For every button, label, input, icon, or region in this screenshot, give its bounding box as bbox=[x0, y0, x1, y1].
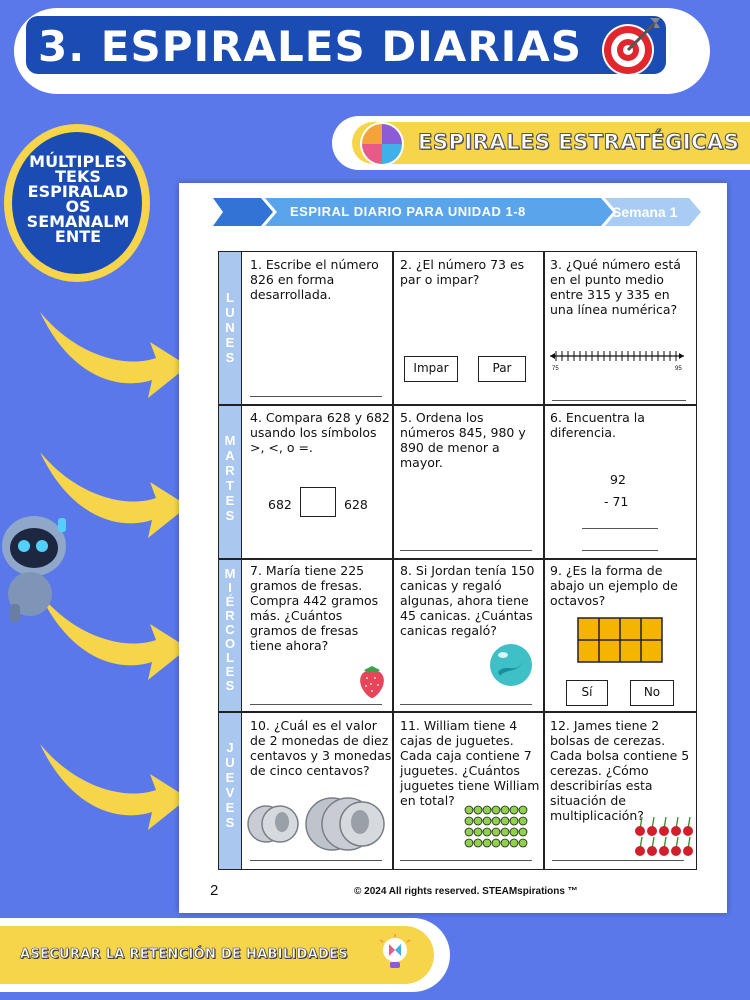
grid-col-divider bbox=[543, 252, 545, 869]
answer-line[interactable] bbox=[400, 860, 532, 861]
answer-line[interactable] bbox=[250, 396, 382, 397]
day-column-lunes bbox=[219, 252, 242, 404]
copyright-text: © 2024 All rights reserved. STEAMspirations ™ bbox=[354, 886, 578, 897]
question-1: 1. Escribe el número 826 en forma desarrollada. bbox=[250, 257, 379, 302]
worksheet-header: ESPIRAL DIARIO PARA UNIDAD 1-8 bbox=[290, 204, 526, 219]
robot-icon bbox=[0, 506, 70, 626]
marble-icon bbox=[488, 642, 534, 688]
subtraction-top: 92 bbox=[610, 472, 626, 487]
day-label: L U N E S bbox=[225, 290, 235, 365]
page-number: 2 bbox=[210, 882, 219, 899]
question-10: 10. ¿Cuál es el valor de 2 monedas de diez centavos y 3 monedas de cinco centavos? bbox=[250, 718, 392, 778]
coins-icon bbox=[246, 794, 386, 854]
number-line bbox=[548, 348, 688, 368]
answer-line[interactable] bbox=[582, 528, 658, 529]
number-line-start: 75 bbox=[552, 366, 559, 372]
answer-line[interactable] bbox=[552, 400, 686, 401]
answer-line[interactable] bbox=[250, 860, 382, 861]
cherries-icon bbox=[634, 815, 696, 859]
strawberry-icon bbox=[356, 664, 388, 700]
strategy-banner-text: ESPIRALES ESTRATÉGICAS bbox=[418, 130, 740, 154]
question-4: 4. Compara 628 y 682 usando los símbolos >, <, o =. bbox=[250, 410, 390, 455]
strategy-icon bbox=[358, 120, 406, 168]
grid-row-divider bbox=[219, 404, 696, 406]
even-option-button[interactable]: Par bbox=[478, 356, 526, 382]
target-icon bbox=[598, 14, 664, 80]
arrow-icon bbox=[38, 308, 190, 400]
grid-col-divider bbox=[392, 252, 394, 869]
grid-row-divider bbox=[219, 711, 696, 713]
question-9: 9. ¿Es la forma de abajo un ejemplo de octavos? bbox=[550, 563, 678, 608]
question-5: 5. Ordena los números 845, 980 y 890 de menor a mayor. bbox=[400, 410, 526, 470]
page-title: 3. ESPIRALES DIARIAS bbox=[38, 22, 583, 71]
arrow-icon bbox=[38, 740, 190, 832]
compare-answer-box[interactable] bbox=[300, 487, 336, 517]
subtraction-bottom: - 71 bbox=[604, 494, 629, 509]
toys-array-icon bbox=[464, 805, 534, 855]
answer-line[interactable] bbox=[552, 860, 684, 861]
question-8: 8. Si Jordan tenía 150 canicas y regaló algunas, ahora tiene 45 canicas. ¿Cuántas canicas regaló? bbox=[400, 563, 535, 638]
compare-right: 628 bbox=[344, 497, 368, 512]
day-label: M A R T E S bbox=[224, 433, 236, 523]
badge-text: MÚLTIPLES TEKS ESPIRALAD OS SEMANALM ENTE bbox=[26, 152, 130, 246]
question-2: 2. ¿El número 73 es par o impar? bbox=[400, 257, 525, 287]
question-3: 3. ¿Qué número está en el punto medio entre 315 y 335 en una línea numérica? bbox=[550, 257, 681, 317]
question-6: 6. Encuentra la diferencia. bbox=[550, 410, 645, 440]
question-7: 7. María tiene 225 gramos de fresas. Compra 442 gramos más. ¿Cuántos gramos de fresas tiene ahora? bbox=[250, 563, 379, 653]
question-11: 11. William tiene 4 cajas de juguetes. Cada caja contiene 7 juguetes. ¿Cuántos juguetes tiene William en total? bbox=[400, 718, 540, 808]
day-column-jueves bbox=[219, 712, 242, 869]
yes-option-button[interactable]: Sí bbox=[566, 680, 608, 706]
day-column-miercoles bbox=[219, 559, 242, 711]
lightbulb-icon bbox=[376, 934, 414, 974]
number-line-end: 95 bbox=[675, 366, 682, 372]
answer-line[interactable] bbox=[250, 704, 382, 705]
week-label: Semana 1 bbox=[612, 204, 678, 220]
bottom-banner-text: ASECURAR LA RETENCIÓN DE HABILIDADES bbox=[20, 947, 348, 962]
day-label: J U E V E S bbox=[225, 740, 235, 830]
no-option-button[interactable]: No bbox=[630, 680, 674, 706]
day-label: M I É R C O L E S bbox=[224, 566, 236, 693]
compare-left: 682 bbox=[268, 497, 292, 512]
answer-line[interactable] bbox=[400, 704, 532, 705]
eighths-shape bbox=[577, 617, 663, 663]
odd-option-button[interactable]: Impar bbox=[404, 356, 458, 382]
answer-line[interactable] bbox=[582, 550, 658, 551]
grid-row-divider bbox=[219, 558, 696, 560]
question-12: 12. James tiene 2 bolsas de cerezas. Cada bolsa contiene 5 cerezas. ¿Cómo describirías esta situación de multiplicación? bbox=[550, 718, 690, 823]
day-column-martes bbox=[219, 405, 242, 558]
answer-line[interactable] bbox=[400, 550, 532, 551]
